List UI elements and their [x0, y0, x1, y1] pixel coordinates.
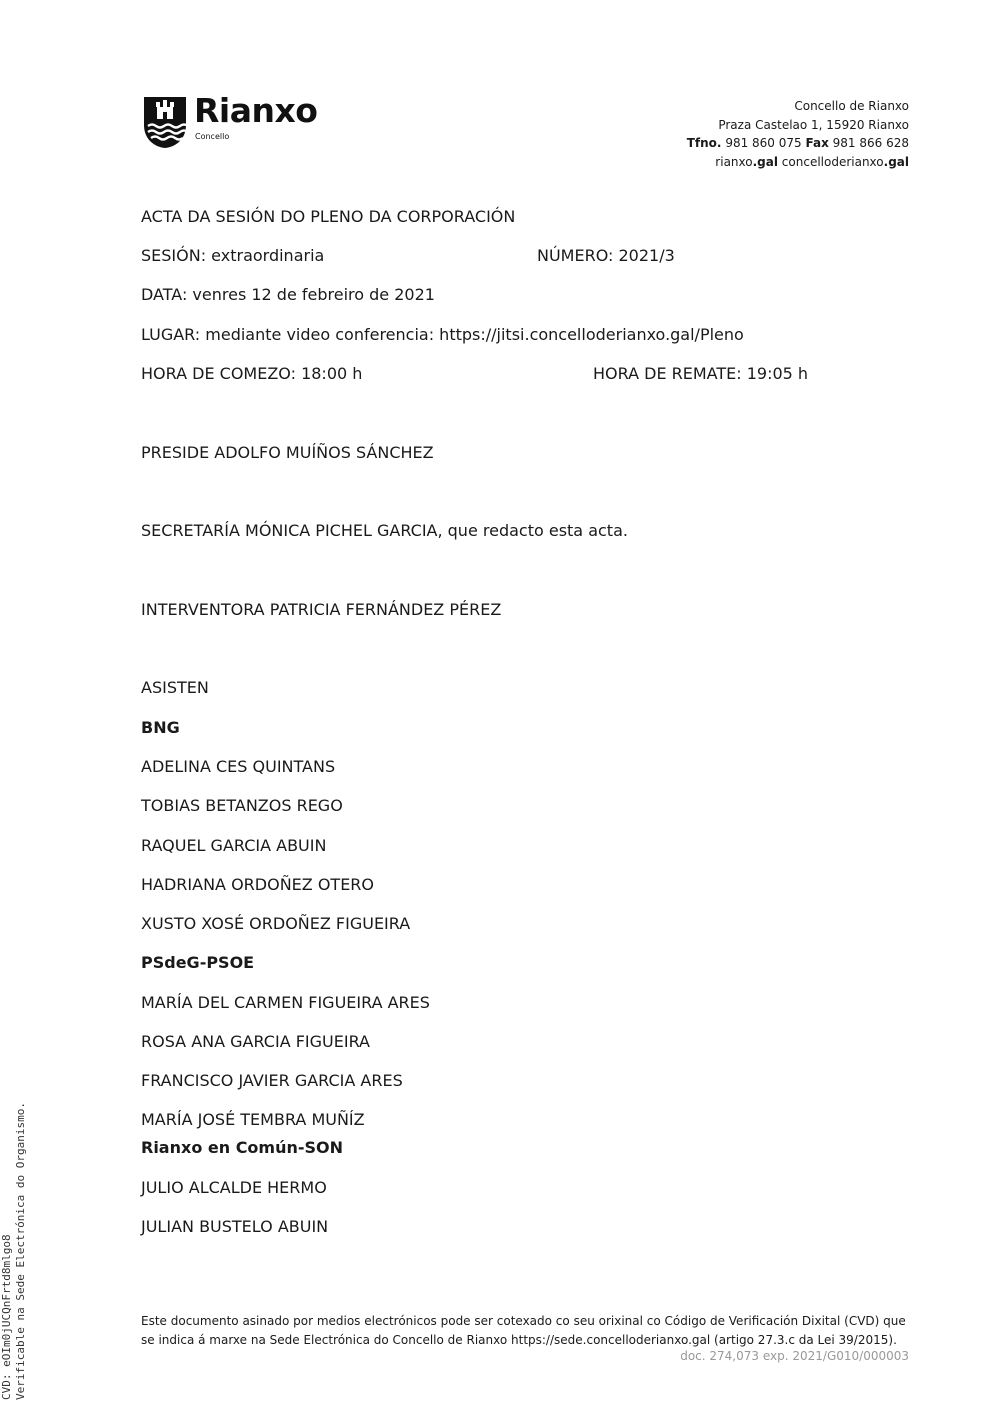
member-name: ROSA ANA GARCIA FIGUEIRA	[141, 1032, 370, 1051]
document-reference: doc. 274,073 exp. 2021/G010/000003	[680, 1349, 909, 1363]
org-websites	[687, 153, 909, 172]
organization-contact	[687, 97, 909, 171]
preside-line: PRESIDE ADOLFO MUÍÑOS SÁNCHEZ	[141, 443, 434, 462]
verification-footer	[141, 1312, 909, 1349]
cvd-code: CVD: eOIm0jUCQnFrtd8mlgo8	[0, 1234, 13, 1400]
tel-label: Tfno.	[686, 136, 722, 150]
session-date: DATA: venres 12 de febreiro de 2021	[141, 285, 435, 304]
cvd-verification-note: Verificable na Sede Electrónica do Organismo.	[14, 1101, 27, 1400]
session-number: NÚMERO: 2021/3	[537, 246, 675, 265]
member-name: TOBIAS BETANZOS REGO	[141, 796, 343, 815]
footer-line-1: Este documento asinado por medios electrónicos pode ser cotexado co seu orixinal co Código de Verificación Dixital (CVD) que	[141, 1314, 906, 1328]
intervention-line: INTERVENTORA PATRICIA FERNÁNDEZ PÉREZ	[141, 600, 502, 619]
website-2[interactable]: concelloderianxo.gal	[781, 154, 909, 169]
logo-wordmark: Rianxo	[194, 91, 318, 130]
group-name-rianxo-en-comun: Rianxo en Común-SON	[141, 1138, 344, 1157]
fax-label: Fax	[805, 136, 829, 150]
session-type: SESIÓN: extraordinaria	[141, 246, 325, 265]
member-name: JULIAN BUSTELO ABUIN	[141, 1217, 329, 1236]
website-1[interactable]: rianxo.gal	[715, 154, 778, 169]
member-name: MARÍA JOSÉ TEMBRA MUÑÍZ	[141, 1110, 365, 1129]
start-time: HORA DE COMEZO: 18:00 h	[141, 364, 363, 383]
member-name: RAQUEL GARCIA ABUIN	[141, 836, 327, 855]
member-name: XUSTO XOSÉ ORDOÑEZ FIGUEIRA	[141, 914, 411, 933]
org-phones	[687, 134, 909, 153]
concello-logo	[142, 91, 352, 151]
member-name: FRANCISCO JAVIER GARCIA ARES	[141, 1071, 403, 1090]
group-name-bng: BNG	[141, 718, 180, 737]
org-name: Concello de Rianxo	[794, 99, 909, 113]
document-title: ACTA DA SESIÓN DO PLENO DA CORPORACIÓN	[141, 207, 516, 226]
secretary-line: SECRETARÍA MÓNICA PICHEL GARCIA, que redacto esta acta.	[141, 521, 628, 540]
end-time: HORA DE REMATE: 19:05 h	[593, 364, 809, 383]
attendees-heading: ASISTEN	[141, 678, 209, 697]
group-name-psdeg-psoe: PSdeG-PSOE	[141, 953, 255, 972]
cvd-side-stamp	[0, 1030, 28, 1400]
org-address: Praza Castelao 1, 15920 Rianxo	[718, 117, 909, 132]
member-name: HADRIANA ORDOÑEZ OTERO	[141, 875, 375, 894]
tel-number: 981 860 075	[725, 136, 802, 150]
rianxo-shield-icon	[142, 95, 188, 149]
footer-line-2: se indica á marxe na Sede Electrónica do Concello de Rianxo https://sede.concelloderianxo.gal (artigo 27.3.c da Lei 39/2015).	[141, 1332, 897, 1347]
member-name: JULIO ALCALDE HERMO	[141, 1178, 327, 1197]
fax-number: 981 866 628	[832, 136, 909, 150]
member-name: MARÍA DEL CARMEN FIGUEIRA ARES	[141, 993, 430, 1012]
logo-subtitle: Concello	[195, 132, 230, 141]
member-name: ADELINA CES QUINTANS	[141, 757, 336, 776]
session-place: LUGAR: mediante video conferencia: https://jitsi.concelloderianxo.gal/Pleno	[141, 325, 744, 344]
